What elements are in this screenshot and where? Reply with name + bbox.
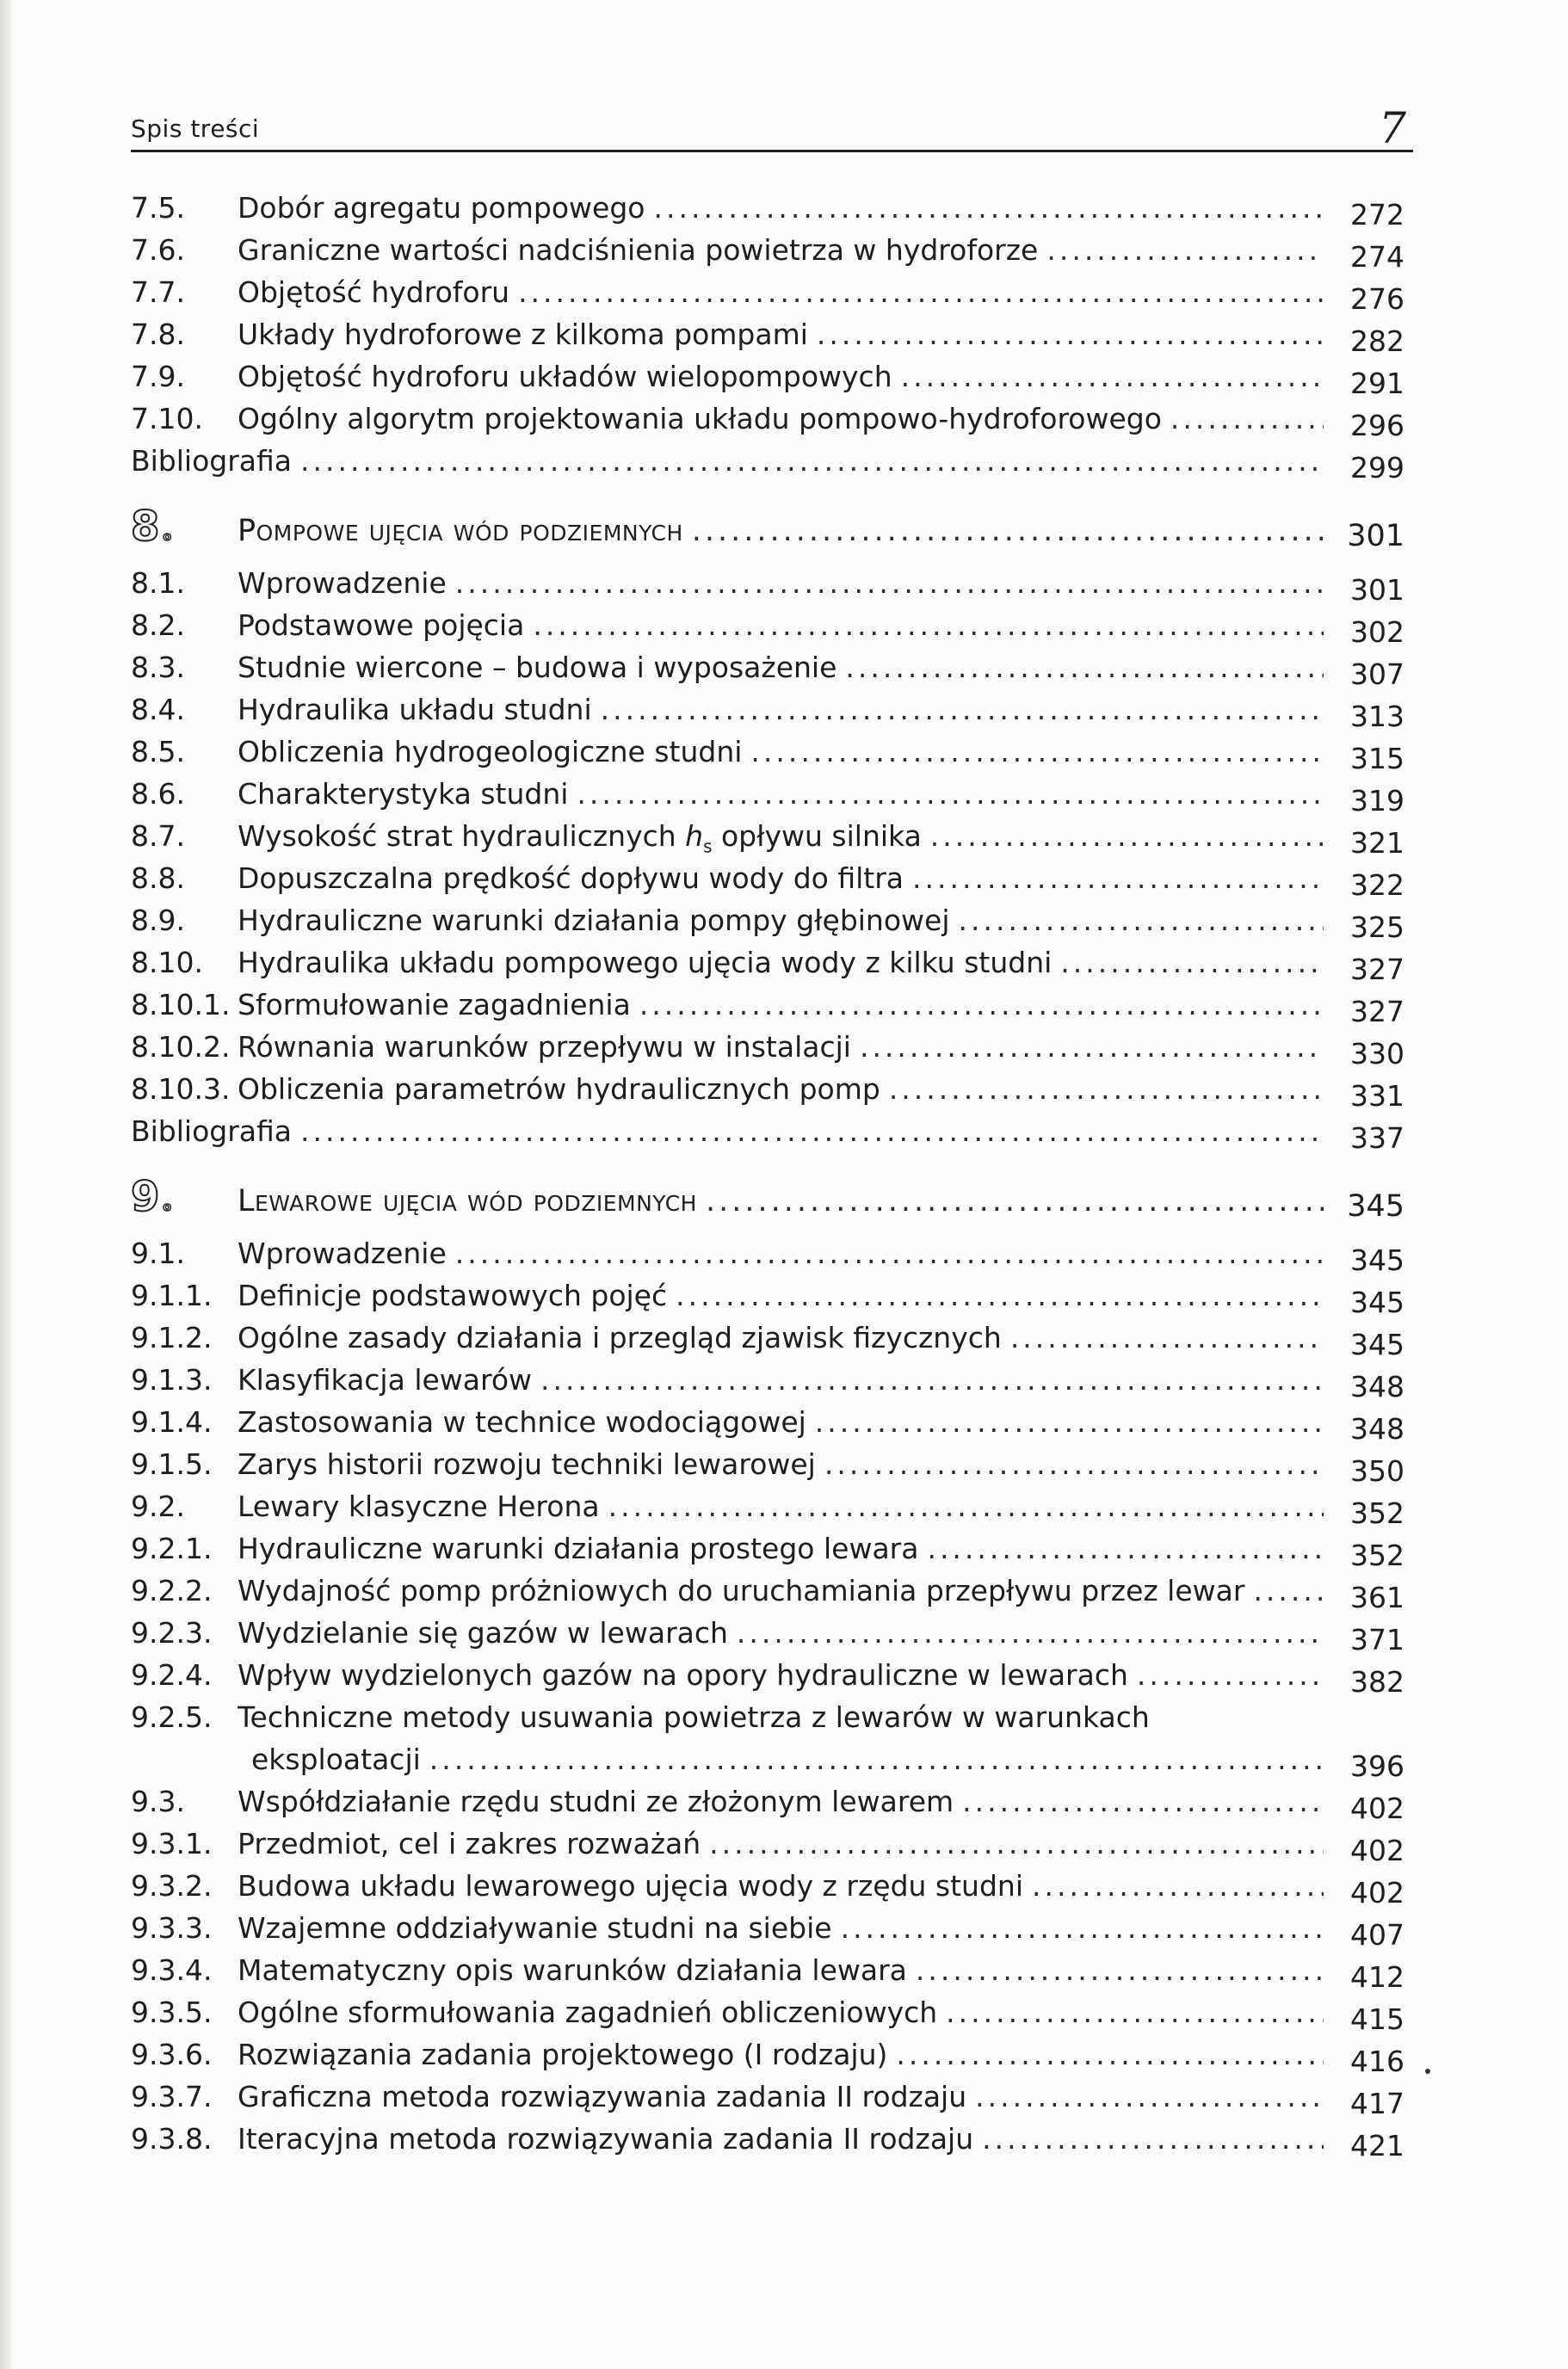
toc-entry-number: 9.2.2. bbox=[131, 1574, 213, 1607]
toc-entry-title: Dobór agregatu pompowego bbox=[238, 191, 645, 225]
leader-dots bbox=[706, 1184, 1324, 1218]
toc-entry-page: 361 bbox=[1350, 1581, 1404, 1614]
toc-entry[interactable] bbox=[131, 566, 1404, 608]
toc-entry-page: 307 bbox=[1350, 657, 1404, 691]
toc-entry-page: 272 bbox=[1350, 198, 1404, 231]
scan-speck bbox=[1425, 2069, 1430, 2074]
toc-entry-title: Hydraulika układu pompowego ujęcia wody z kilku studni bbox=[238, 946, 1053, 979]
toc-entry[interactable] bbox=[131, 651, 1404, 693]
toc-entry-page: 352 bbox=[1350, 1539, 1404, 1572]
toc-entry-page: 345 bbox=[1350, 1286, 1404, 1319]
toc-entry-number: 7.6. bbox=[131, 233, 185, 267]
toc-entry-title: Podstawowe pojęcia bbox=[238, 608, 525, 642]
toc-entry-page: 415 bbox=[1350, 2002, 1404, 2036]
leader-dots bbox=[901, 360, 1324, 393]
leader-dots bbox=[845, 651, 1324, 684]
toc-entry[interactable] bbox=[131, 1616, 1404, 1658]
toc-entry-page: 282 bbox=[1350, 324, 1404, 358]
toc-entry-number: 9.1.3. bbox=[131, 1363, 213, 1397]
leader-dots bbox=[815, 1405, 1324, 1439]
table-of-contents bbox=[131, 191, 1404, 2164]
leader-dots bbox=[653, 191, 1324, 225]
toc-entry-page: 296 bbox=[1350, 409, 1404, 442]
toc-entry[interactable] bbox=[131, 1532, 1404, 1574]
scan-edge-shadow bbox=[0, 0, 12, 2369]
toc-entry-page: 412 bbox=[1350, 1960, 1404, 1994]
leader-dots bbox=[841, 1911, 1324, 1945]
leader-dots bbox=[455, 1237, 1324, 1270]
toc-entry[interactable] bbox=[131, 1574, 1404, 1616]
toc-entry-title: Wzajemne oddziaływanie studni na siebie bbox=[238, 1911, 832, 1945]
toc-entry[interactable] bbox=[131, 360, 1404, 402]
toc-entry-title: Wydzielanie się gazów w lewarach bbox=[238, 1616, 728, 1650]
toc-entry-number: 9.3.7. bbox=[131, 2080, 213, 2113]
toc-entry-number: 7.10. bbox=[131, 402, 203, 435]
toc-entry-page: 276 bbox=[1350, 282, 1404, 316]
toc-entry-number: 9.3. bbox=[131, 1785, 185, 1818]
toc-entry[interactable] bbox=[131, 1785, 1404, 1827]
leader-dots bbox=[601, 693, 1324, 726]
toc-section-8 bbox=[131, 566, 1404, 1114]
leader-dots bbox=[1032, 1869, 1324, 1903]
toc-entry-page: 402 bbox=[1350, 1876, 1404, 1909]
toc-entry-page: 331 bbox=[1350, 1079, 1404, 1113]
toc-entry-page: 345 bbox=[1347, 1189, 1404, 1224]
toc-entry-title: Matematyczny opis warunków działania lewara bbox=[238, 1953, 907, 1987]
toc-entry-page: 302 bbox=[1350, 615, 1404, 649]
toc-entry-number: 9.2.5. bbox=[131, 1700, 213, 1734]
toc-entry[interactable] bbox=[131, 819, 1404, 861]
toc-entry-number: 9.3.2. bbox=[131, 1869, 213, 1903]
toc-entry-title: Ogólny algorytm projektowania układu pompowo-hydroforowego bbox=[238, 402, 1162, 435]
toc-entry-number: 9.3.1. bbox=[131, 1827, 213, 1860]
toc-entry[interactable] bbox=[131, 735, 1404, 777]
toc-entry[interactable] bbox=[131, 1953, 1404, 1996]
toc-entry[interactable] bbox=[131, 1490, 1404, 1532]
toc-entry-title: Równania warunków przepływu w instalacji bbox=[238, 1030, 851, 1064]
toc-entry-number: 8.8. bbox=[131, 861, 185, 895]
toc-entry-page: 402 bbox=[1350, 1834, 1404, 1867]
leader-dots bbox=[1253, 1574, 1324, 1607]
leader-dots bbox=[709, 1827, 1324, 1860]
chapter-title: Pompowe ujęcia wód podziemnych bbox=[238, 514, 683, 548]
toc-entry-number: 9.3.4. bbox=[131, 1953, 213, 1987]
toc-entry[interactable] bbox=[131, 777, 1404, 819]
toc-entry-title: Obliczenia hydrogeologiczne studni bbox=[238, 735, 743, 768]
leader-dots bbox=[982, 2122, 1324, 2156]
toc-entry-continuation[interactable] bbox=[131, 1743, 1404, 1785]
toc-entry-page: 327 bbox=[1350, 953, 1404, 986]
toc-entry-page: 348 bbox=[1350, 1412, 1404, 1446]
toc-entry[interactable] bbox=[131, 1030, 1404, 1072]
leader-dots bbox=[639, 988, 1324, 1021]
toc-entry-page: 337 bbox=[1350, 1121, 1404, 1155]
toc-entry[interactable] bbox=[131, 1827, 1404, 1869]
toc-entry-title: Rozwiązania zadania projektowego (I rodzaju) bbox=[238, 2038, 888, 2071]
toc-entry[interactable] bbox=[131, 693, 1404, 735]
toc-section-9 bbox=[131, 1237, 1404, 1700]
toc-section-7 bbox=[131, 191, 1404, 444]
toc-entry-number: 9.2.3. bbox=[131, 1616, 213, 1650]
toc-entry-page: 330 bbox=[1350, 1037, 1404, 1070]
toc-entry-number: 9.2.4. bbox=[131, 1658, 213, 1692]
toc-entry-number: 8.10. bbox=[131, 946, 203, 979]
toc-entry-title: Graniczne wartości nadciśnienia powietrza w hydroforze bbox=[238, 233, 1039, 267]
toc-entry-title: Zastosowania w technice wodociągowej bbox=[238, 1405, 806, 1439]
toc-entry-title: Hydrauliczne warunki działania pompy głębinowej bbox=[238, 904, 950, 937]
chapter-number-glyph: 9 o bbox=[131, 1173, 172, 1221]
leader-dots bbox=[959, 904, 1324, 937]
toc-entry-number: 7.7. bbox=[131, 275, 185, 309]
toc-entry-page: 407 bbox=[1350, 1918, 1404, 1952]
header-title: Spis treści bbox=[131, 114, 260, 143]
leader-dots bbox=[927, 1532, 1324, 1565]
toc-entry-number: 8.2. bbox=[131, 608, 185, 642]
leader-dots bbox=[1060, 946, 1324, 979]
toc-entry[interactable] bbox=[131, 1869, 1404, 1911]
toc-entry[interactable] bbox=[131, 1363, 1404, 1405]
toc-entry-title: Przedmiot, cel i zakres rozważań bbox=[238, 1827, 701, 1860]
toc-entry-title: Układy hydroforowe z kilkoma pompami bbox=[238, 318, 808, 351]
toc-entry[interactable] bbox=[131, 2080, 1404, 2122]
leader-dots bbox=[518, 275, 1324, 309]
toc-entry-number: 8.7. bbox=[131, 819, 185, 853]
toc-entry[interactable] bbox=[131, 988, 1404, 1030]
toc-entry-number: 9.1.4. bbox=[131, 1405, 213, 1439]
toc-entry-number: 7.9. bbox=[131, 360, 185, 393]
toc-entry[interactable] bbox=[131, 946, 1404, 988]
page-header bbox=[131, 96, 1413, 152]
leader-dots bbox=[916, 1953, 1324, 1987]
toc-entry-title: Obliczenia parametrów hydraulicznych pomp bbox=[238, 1072, 880, 1106]
leader-dots bbox=[975, 2080, 1324, 2113]
toc-entry-title: Iteracyjna metoda rozwiązywania zadania II rodzaju bbox=[238, 2122, 974, 2156]
leader-dots bbox=[540, 1363, 1324, 1397]
toc-entry-number: 8.10.1. bbox=[131, 988, 231, 1021]
toc-entry-number: 8.10.3. bbox=[131, 1072, 231, 1106]
leader-dots bbox=[912, 861, 1324, 895]
leader-dots bbox=[889, 1072, 1324, 1106]
toc-entry-title: Współdziałanie rzędu studni ze złożonym lewarem bbox=[238, 1785, 954, 1818]
leader-dots bbox=[962, 1785, 1324, 1818]
toc-entry[interactable] bbox=[131, 1996, 1404, 2038]
toc-entry[interactable] bbox=[131, 904, 1404, 946]
toc-entry-page: 301 bbox=[1347, 519, 1404, 553]
toc-entry[interactable] bbox=[131, 191, 1404, 233]
toc-chapter-8[interactable] bbox=[131, 503, 1404, 556]
toc-entry[interactable] bbox=[131, 233, 1404, 275]
toc-entry[interactable] bbox=[131, 1911, 1404, 1953]
toc-entry-page: 322 bbox=[1350, 868, 1404, 902]
toc-entry-number: 9.3.8. bbox=[131, 2122, 213, 2156]
toc-entry[interactable] bbox=[131, 1658, 1404, 1700]
toc-entry-number: 8.9. bbox=[131, 904, 185, 937]
leader-dots bbox=[817, 318, 1324, 351]
toc-entry-title: Dopuszczalna prędkość dopływu wody do filtra bbox=[238, 861, 904, 895]
toc-entry-title: Wpływ wydzielonych gazów na opory hydrauliczne w lewarach bbox=[238, 1658, 1128, 1692]
toc-entry-page: 345 bbox=[1350, 1328, 1404, 1361]
leader-dots bbox=[737, 1616, 1324, 1650]
toc-entry-page: 382 bbox=[1350, 1665, 1404, 1699]
leader-dots bbox=[300, 444, 1324, 478]
toc-entry-page: 352 bbox=[1350, 1496, 1404, 1530]
page-number: 7 bbox=[1379, 103, 1406, 153]
toc-entry-title: Wysokość strat hydraulicznych $h_s$ opływu silnika bbox=[238, 819, 922, 857]
toc-entry-page: 274 bbox=[1350, 240, 1404, 274]
toc-entry[interactable] bbox=[131, 2038, 1404, 2080]
toc-entry-number: 8.1. bbox=[131, 566, 185, 600]
toc-entry-page: 299 bbox=[1350, 451, 1404, 484]
toc-entry-title: Definicje podstawowych pojęć bbox=[238, 1279, 668, 1312]
leader-dots bbox=[300, 1114, 1324, 1148]
toc-entry-title: Wprowadzenie bbox=[238, 566, 447, 600]
toc-entry-title: Ogólne sformułowania zagadnień obliczeniowych bbox=[238, 1996, 938, 2029]
toc-entry-number: 9.1.5. bbox=[131, 1447, 213, 1481]
leader-dots bbox=[930, 819, 1324, 853]
toc-entry-number: 8.5. bbox=[131, 735, 185, 768]
toc-entry-number: 8.3. bbox=[131, 651, 185, 684]
toc-entry-page: 402 bbox=[1350, 1792, 1404, 1825]
leader-dots bbox=[946, 1996, 1324, 2029]
toc-entry-number: 9.1.1. bbox=[131, 1279, 213, 1312]
toc-entry-page: 348 bbox=[1350, 1370, 1404, 1404]
leader-dots bbox=[1046, 233, 1324, 267]
toc-entry-number: 7.8. bbox=[131, 318, 185, 351]
toc-entry-title: Techniczne metody usuwania powietrza z lewarów w warunkach bbox=[238, 1700, 1150, 1734]
toc-entry[interactable] bbox=[131, 402, 1404, 444]
toc-entry-title: Studnie wiercone – budowa i wyposażenie bbox=[238, 651, 837, 684]
leader-dots bbox=[824, 1447, 1324, 1481]
leader-dots bbox=[896, 2038, 1324, 2071]
toc-entry-page: 421 bbox=[1350, 2129, 1404, 2162]
toc-entry[interactable] bbox=[131, 1447, 1404, 1490]
toc-entry-number: 9.2.1. bbox=[131, 1532, 213, 1565]
leader-dots bbox=[750, 735, 1324, 768]
toc-entry-number: 8.4. bbox=[131, 693, 185, 726]
toc-entry-page: 325 bbox=[1350, 910, 1404, 944]
leader-dots bbox=[1137, 1658, 1324, 1692]
toc-entry[interactable] bbox=[131, 1279, 1404, 1321]
toc-entry-page: 301 bbox=[1350, 573, 1404, 607]
toc-entry-number: 9.3.3. bbox=[131, 1911, 213, 1945]
chapter-title: Lewarowe ujęcia wód podziemnych bbox=[238, 1184, 697, 1218]
toc-entry-page: 416 bbox=[1350, 2045, 1404, 2078]
leader-dots bbox=[692, 514, 1324, 548]
leader-dots bbox=[860, 1030, 1324, 1064]
toc-entry[interactable] bbox=[131, 275, 1404, 318]
toc-entry-title: Budowa układu lewarowego ujęcia wody z rzędu studni bbox=[238, 1869, 1023, 1903]
toc-entry-title: Objętość hydroforu bbox=[238, 275, 510, 309]
toc-entry-number: 9.1. bbox=[131, 1237, 185, 1270]
leader-dots bbox=[429, 1743, 1324, 1776]
toc-entry-title: Lewary klasyczne Herona bbox=[238, 1490, 600, 1523]
toc-entry[interactable] bbox=[131, 1237, 1404, 1279]
toc-entry-number: 9.1.2. bbox=[131, 1321, 213, 1354]
toc-entry-page: 321 bbox=[1350, 826, 1404, 860]
toc-entry-number: 7.5. bbox=[131, 191, 185, 225]
chapter-number-glyph: 8 o bbox=[131, 503, 172, 551]
leader-dots bbox=[577, 777, 1324, 811]
toc-entry-number: 9.3.5. bbox=[131, 1996, 213, 2029]
toc-entry-title: Ogólne zasady działania i przegląd zjawisk fizycznych bbox=[238, 1321, 1002, 1354]
leader-dots bbox=[1170, 402, 1324, 435]
toc-entry-number: 8.6. bbox=[131, 777, 185, 811]
toc-entry-title: Bibliografia bbox=[131, 1114, 293, 1148]
toc-entry-title: Objętość hydroforu układów wielopompowych bbox=[238, 360, 892, 393]
toc-entry-title: Klasyfikacja lewarów bbox=[238, 1363, 533, 1397]
toc-entry-title-cont: eksploatacji bbox=[251, 1743, 421, 1776]
toc-entry[interactable] bbox=[131, 1405, 1404, 1447]
toc-bibliography[interactable] bbox=[131, 1114, 1404, 1159]
toc-entry-title: Wydajność pomp próżniowych do uruchamiania przepływu przez lewar bbox=[238, 1574, 1245, 1607]
toc-entry[interactable] bbox=[131, 1700, 1404, 1743]
toc-entry-title: Bibliografia bbox=[131, 444, 293, 478]
toc-entry-page: 371 bbox=[1350, 1623, 1404, 1656]
toc-entry-title: Hydraulika układu studni bbox=[238, 693, 592, 726]
toc-entry-number: 9.2. bbox=[131, 1490, 185, 1523]
toc-entry-number: 9.3.6. bbox=[131, 2038, 213, 2071]
toc-entry-number: 8.10.2. bbox=[131, 1030, 231, 1064]
toc-entry-page: 417 bbox=[1350, 2087, 1404, 2120]
toc-entry-page: 291 bbox=[1350, 367, 1404, 400]
toc-entry-page: 315 bbox=[1350, 742, 1404, 775]
toc-entry-title: Sformułowanie zagadnienia bbox=[238, 988, 631, 1021]
toc-entry[interactable] bbox=[131, 318, 1404, 360]
toc-entry-title: Zarys historii rozwoju techniki lewarowej bbox=[238, 1447, 816, 1481]
toc-section-9-3 bbox=[131, 1785, 1404, 2164]
toc-entry-page: 313 bbox=[1350, 700, 1404, 733]
leader-dots bbox=[608, 1490, 1324, 1523]
toc-entry-title: Hydrauliczne warunki działania prostego lewara bbox=[238, 1532, 919, 1565]
leader-dots bbox=[533, 608, 1324, 642]
toc-chapter-9[interactable] bbox=[131, 1173, 1404, 1226]
toc-entry-title: Graficzna metoda rozwiązywania zadania II rodzaju bbox=[238, 2080, 967, 2113]
toc-entry[interactable] bbox=[131, 861, 1404, 904]
toc-entry-page: 345 bbox=[1350, 1243, 1404, 1277]
toc-entry[interactable] bbox=[131, 1321, 1404, 1363]
toc-entry[interactable] bbox=[131, 1072, 1404, 1114]
toc-entry-title: Charakterystyka studni bbox=[238, 777, 569, 811]
toc-entry-page: 350 bbox=[1350, 1454, 1404, 1488]
leader-dots bbox=[455, 566, 1324, 600]
toc-entry[interactable] bbox=[131, 2122, 1404, 2164]
leader-dots bbox=[1010, 1321, 1324, 1354]
toc-entry[interactable] bbox=[131, 608, 1404, 651]
toc-entry-page: 327 bbox=[1350, 995, 1404, 1028]
toc-bibliography[interactable] bbox=[131, 444, 1404, 489]
toc-entry-title: Wprowadzenie bbox=[238, 1237, 447, 1270]
leader-dots bbox=[676, 1279, 1324, 1312]
toc-entry-page: 396 bbox=[1350, 1749, 1404, 1783]
toc-entry-page: 319 bbox=[1350, 784, 1404, 817]
